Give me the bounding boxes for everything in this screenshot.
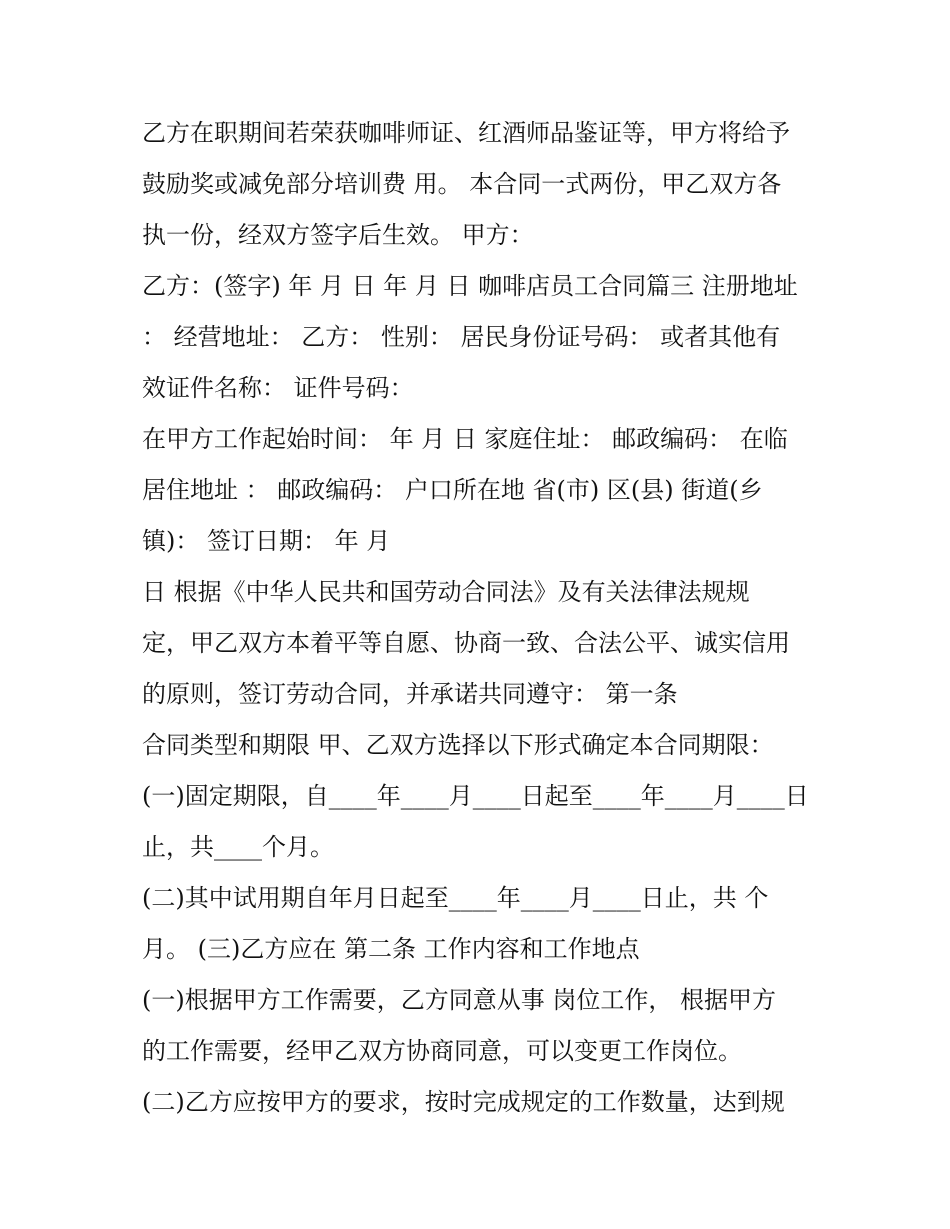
text-line-10: 日 根据《中华人民共和国劳动合同法》及有关法律法规规 (142, 578, 750, 606)
text-line-4: 乙方：(签字) 年 月 日 年 月 日 咖啡店员工合同篇三 注册地址 (142, 272, 798, 300)
text-line-18: (一)根据甲方工作需要，乙方同意从事 岗位工作， 根据甲方 (142, 986, 776, 1014)
contract-text (142, 108, 822, 1128)
text-line-8: 居住地址 ： 邮政编码： 户口所在地 省(市) 区(县) 街道(乡 (142, 476, 763, 504)
text-line-6: 效证件名称： 证件号码： (142, 374, 414, 402)
text-line-2: 鼓励奖或减免部分培训费 用。 本合同一式两份，甲乙双方各 (142, 170, 782, 198)
text-line-20: (二)乙方应按甲方的要求，按时完成规定的工作数量，达到规 (142, 1088, 785, 1116)
text-line-7: 在甲方工作起始时间： 年 月 日 家庭住址： 邮政编码： 在临 (142, 425, 788, 453)
text-line-16: (二)其中试用期自年月日起至____年____月____日止，共 个 (142, 884, 769, 912)
text-line-5: ： 经营地址： 乙方： 性别： 居民身份证号码： 或者其他有 (142, 323, 781, 351)
text-line-15: 止，共____个月。 (142, 833, 334, 861)
text-line-17: 月。 (三)乙方应在 第二条 工作内容和工作地点 (142, 935, 640, 963)
text-line-19: 的工作需要，经甲乙双方协商同意，可以变更工作岗位。 (142, 1037, 742, 1065)
text-line-9: 镇)： 签订日期： 年 月 (142, 527, 391, 555)
text-line-11: 定，甲乙双方本着平等自愿、协商一致、合法公平、诚实信用 (142, 629, 790, 657)
text-line-14: (一)固定期限，自____年____月____日起至____年____月____日 (142, 782, 809, 810)
text-line-3: 执一份，经双方签字后生效。 甲方： (142, 221, 534, 249)
text-line-1: 乙方在职期间若荣获咖啡师证、红酒师品鉴证等，甲方将给予 (142, 119, 790, 147)
text-line-13: 合同类型和期限 甲、乙双方选择以下形式确定本合同期限： (142, 731, 774, 759)
text-line-12: 的原则，签订劳动合同，并承诺共同遵守： 第一条 (142, 680, 678, 708)
